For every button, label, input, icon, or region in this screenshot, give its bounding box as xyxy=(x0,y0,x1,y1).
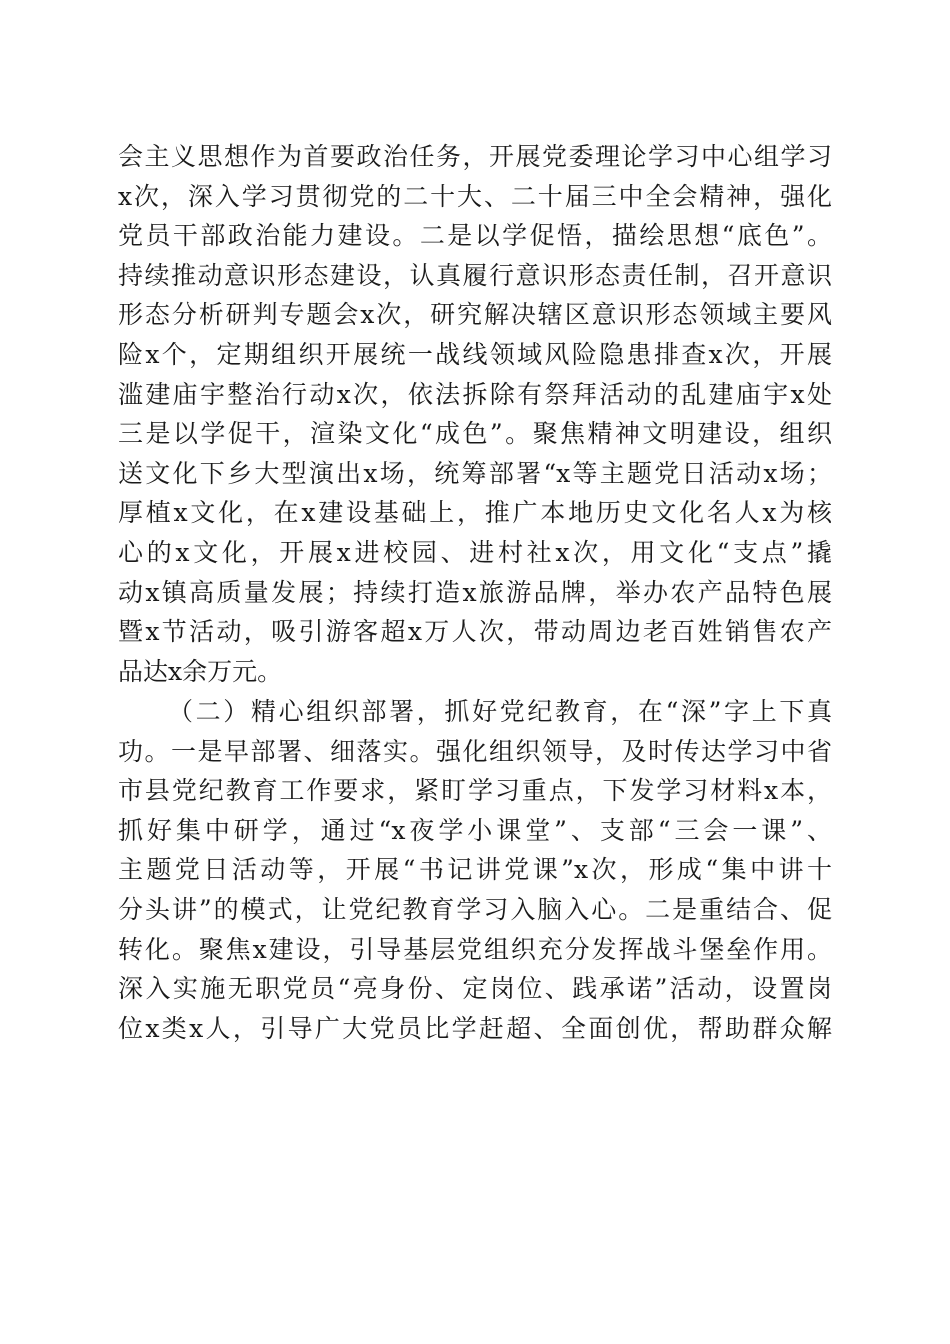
text-line: 位x类x人，引导广大党员比学赶超、全面创优，帮助群众解 xyxy=(118,1013,832,1043)
text-line: 深入实施无职党员“亮身份、定岗位、践承诺”活动，设置岗 xyxy=(118,974,832,1004)
text-line: 品达x余万元。 xyxy=(118,656,283,686)
text-line: 滥建庙宇整治行动x次，依法拆除有祭拜活动的乱建庙宇x处 xyxy=(118,379,832,409)
text-line: 形态分析研判专题会x次，研究解决辖区意识形态领域主要风 xyxy=(118,300,832,330)
text-line: 险x个，定期组织开展统一战线领域风险隐患排查x次，开展 xyxy=(118,339,832,369)
text-line: 送文化下乡大型演出x场，统筹部署“x等主题党日活动x场； xyxy=(118,458,832,488)
text-line: 持续推动意识形态建设，认真履行意识形态责任制，召开意识 xyxy=(118,260,832,290)
text-line: 市县党纪教育工作要求，紧盯学习重点，下发学习材料x本， xyxy=(118,776,832,806)
text-line: 分头讲”的模式，让党纪教育学习入脑入心。二是重结合、促 xyxy=(118,894,832,924)
paragraph-1 xyxy=(118,137,832,691)
text-line: 功。一是早部署、细落实。强化组织领导，及时传达学习中省 xyxy=(118,736,832,766)
text-line: x次，深入学习贯彻党的二十大、二十届三中全会精神，强化 xyxy=(118,181,832,211)
text-line: （二）精心组织部署，抓好党纪教育，在“深”字上下真 xyxy=(168,697,832,726)
text-line: 暨x节活动，吸引游客超x万人次，带动周边老百姓销售农产 xyxy=(118,617,832,647)
text-line: 厚植x文化，在x建设基础上，推广本地历史文化名人x为核 xyxy=(118,498,832,528)
text-line: 党员干部政治能力建设。二是以学促悟，描绘思想“底色”。 xyxy=(118,221,832,251)
text-line: 三是以学促干，渲染文化“成色”。聚焦精神文明建设，组织 xyxy=(118,419,832,449)
text-line: 抓好集中研学，通过“x夜学小课堂”、支部“三会一课”、 xyxy=(118,815,832,845)
text-line: 主题党日活动等，开展“书记讲党课”x次，形成“集中讲十 xyxy=(118,855,832,885)
paragraph-2 xyxy=(118,692,832,1048)
text-line: 心的x文化，开展x进校园、进村社x次，用文化“支点”撬 xyxy=(118,537,832,567)
text-line: 会主义思想作为首要政治任务，开展党委理论学习中心组学习 xyxy=(118,142,832,171)
text-line: 动x镇高质量发展；持续打造x旅游品牌，举办农产品特色展 xyxy=(118,577,832,607)
text-line: 转化。聚焦x建设，引导基层党组织充分发挥战斗堡垒作用。 xyxy=(118,934,832,964)
